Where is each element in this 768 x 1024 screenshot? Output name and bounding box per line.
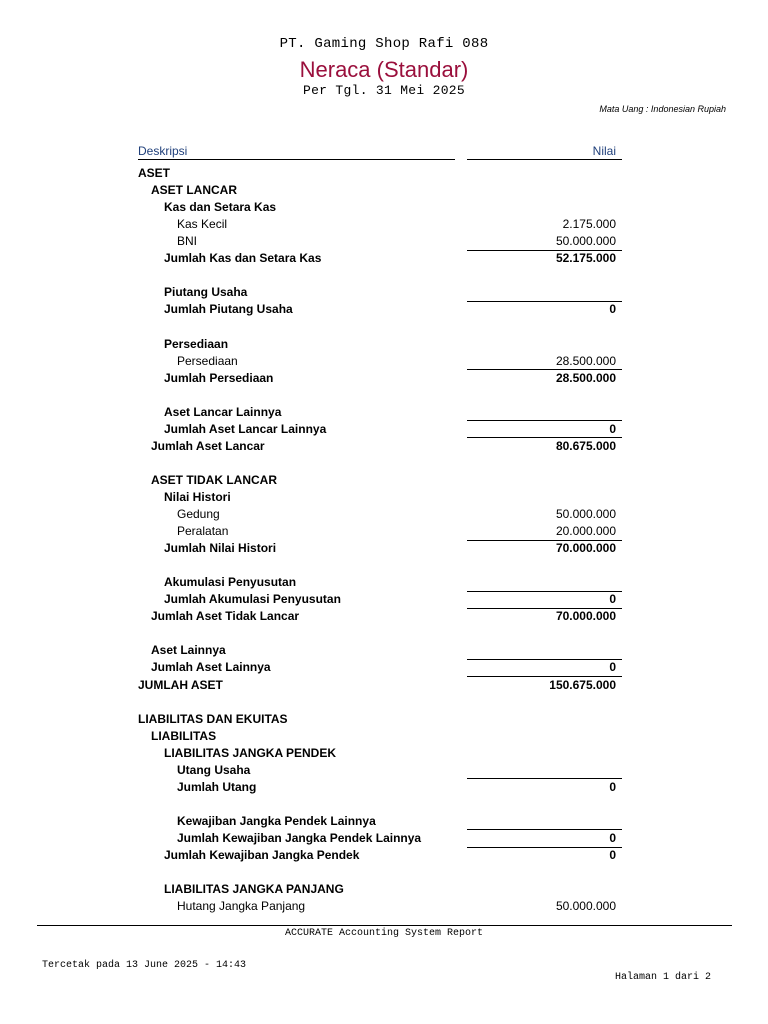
table-row <box>0 677 768 694</box>
row-label: LIABILITAS <box>151 728 217 743</box>
table-row <box>0 353 768 370</box>
row-label: LIABILITAS JANGKA PENDEK <box>164 745 337 760</box>
table-row <box>0 591 768 608</box>
table-row <box>0 233 768 250</box>
table-row <box>0 301 768 318</box>
row-label: LIABILITAS JANGKA PANJANG <box>164 882 344 897</box>
table-row <box>0 421 768 438</box>
row-label: LIABILITAS DAN EKUITAS <box>138 711 288 726</box>
table-row <box>0 762 768 779</box>
row-label: Jumlah Aset Lancar Lainnya <box>164 421 327 436</box>
report-title: Neraca (Standar) <box>299 57 469 82</box>
row-value: 70.000.000 <box>555 609 616 624</box>
row-label: Aset Lancar Lainnya <box>164 404 282 419</box>
table-row <box>0 455 768 472</box>
row-value: 150.675.000 <box>549 677 616 692</box>
table-row <box>0 318 768 335</box>
row-label: Piutang Usaha <box>164 285 248 300</box>
row-value: 50.000.000 <box>555 899 616 914</box>
row-label: Kewajiban Jangka Pendek Lainnya <box>177 813 376 828</box>
subtotal-rule <box>467 420 622 421</box>
table-row <box>0 728 768 745</box>
row-value: 50.000.000 <box>555 507 616 521</box>
currency-label: Mata Uang : Indonesian Rupiah <box>599 104 726 114</box>
table-row <box>0 387 768 404</box>
table-row <box>0 557 768 574</box>
row-value: 70.000.000 <box>555 541 616 556</box>
row-value: 0 <box>609 660 616 675</box>
table-row <box>0 796 768 813</box>
table-row <box>0 830 768 847</box>
subtotal-rule <box>467 301 622 302</box>
row-label: Gedung <box>177 507 220 521</box>
row-label: Jumlah Utang <box>177 779 257 794</box>
table-row <box>0 540 768 557</box>
row-value: 0 <box>609 421 616 436</box>
row-label: BNI <box>177 234 198 249</box>
table-row <box>0 267 768 284</box>
table-row <box>0 284 768 301</box>
column-header-value-label: Nilai <box>592 144 616 158</box>
table-row <box>0 745 768 762</box>
row-label: Aset Lainnya <box>151 643 226 658</box>
subtotal-rule <box>467 829 622 830</box>
row-label: Utang Usaha <box>177 762 251 777</box>
row-label: Kas Kecil <box>177 217 228 232</box>
printed-timestamp: Tercetak pada 13 June 2025 - 14:43 <box>42 960 247 971</box>
footer-system-name: ACCURATE Accounting System Report <box>284 928 484 939</box>
table-row <box>0 506 768 523</box>
table-row <box>0 216 768 233</box>
subtotal-rule <box>467 676 622 677</box>
row-value: 50.000.000 <box>555 234 616 249</box>
table-row <box>0 336 768 353</box>
table-row <box>0 182 768 199</box>
row-value: 2.175.000 <box>562 217 616 232</box>
row-label: Persediaan <box>164 336 229 351</box>
row-label: Jumlah Kas dan Setara Kas <box>164 251 322 266</box>
table-row <box>0 711 768 728</box>
table-row <box>0 659 768 676</box>
table-row <box>0 370 768 387</box>
row-value: 0 <box>609 779 616 794</box>
subtotal-rule <box>467 437 622 438</box>
row-value: 28.500.000 <box>555 353 616 368</box>
table-row <box>0 847 768 864</box>
table-row <box>0 574 768 591</box>
table-row <box>0 779 768 796</box>
subtotal-rule <box>467 608 622 609</box>
table-row <box>0 813 768 830</box>
table-row <box>0 489 768 506</box>
row-label: Jumlah Persediaan <box>164 370 274 385</box>
row-label: Peralatan <box>177 524 229 539</box>
row-label: Persediaan <box>177 353 238 368</box>
row-value: 80.675.000 <box>555 438 616 453</box>
page-number: Halaman 1 dari 2 <box>614 972 711 983</box>
table-row <box>0 250 768 267</box>
table-row <box>0 165 768 182</box>
footer-divider <box>37 925 732 926</box>
row-label: Jumlah Aset Lancar <box>151 438 265 453</box>
table-row <box>0 864 768 881</box>
table-row <box>0 625 768 642</box>
subtotal-rule <box>467 778 622 779</box>
table-row <box>0 438 768 455</box>
row-value: 52.175.000 <box>555 251 616 266</box>
subtotal-rule <box>467 591 622 592</box>
table-row <box>0 523 768 540</box>
subtotal-rule <box>467 369 622 370</box>
table-row <box>0 199 768 216</box>
row-value: 28.500.000 <box>555 370 616 385</box>
column-header-description: Deskripsi <box>138 144 455 160</box>
row-label: Jumlah Piutang Usaha <box>164 302 293 317</box>
table-row <box>0 881 768 898</box>
row-label: Jumlah Kewajiban Jangka Pendek <box>164 848 360 862</box>
row-label: Jumlah Aset Lainnya <box>151 660 271 675</box>
row-label: Jumlah Aset Tidak Lancar <box>151 609 300 624</box>
table-row <box>0 694 768 711</box>
row-label: Jumlah Akumulasi Penyusutan <box>164 592 341 607</box>
table-row <box>0 608 768 625</box>
row-label: ASET TIDAK LANCAR <box>151 472 277 487</box>
row-value: 0 <box>609 302 616 317</box>
row-label: ASET <box>138 166 171 180</box>
row-label: Jumlah Nilai Histori <box>164 541 277 556</box>
table-row <box>0 472 768 489</box>
subtotal-rule <box>467 540 622 541</box>
table-row <box>0 642 768 659</box>
row-label: ASET LANCAR <box>151 183 237 198</box>
subtotal-rule <box>467 250 622 251</box>
row-value: 0 <box>609 592 616 607</box>
table-row <box>0 404 768 421</box>
row-value: 0 <box>609 848 616 862</box>
row-value: 20.000.000 <box>555 524 616 539</box>
report-date: Per Tgl. 31 Mei 2025 <box>302 83 466 98</box>
row-label: Kas dan Setara Kas <box>164 200 277 215</box>
row-label: Akumulasi Penyusutan <box>164 575 297 590</box>
row-label: JUMLAH ASET <box>138 677 223 692</box>
subtotal-rule <box>467 847 622 848</box>
company-name: PT. Gaming Shop Rafi 088 <box>279 36 489 52</box>
subtotal-rule <box>467 659 622 660</box>
row-label: Nilai Histori <box>164 489 231 504</box>
row-value: 0 <box>609 830 616 845</box>
table-row <box>0 898 768 915</box>
row-label: Hutang Jangka Panjang <box>177 899 306 914</box>
row-label: Jumlah Kewajiban Jangka Pendek Lainnya <box>177 830 422 845</box>
